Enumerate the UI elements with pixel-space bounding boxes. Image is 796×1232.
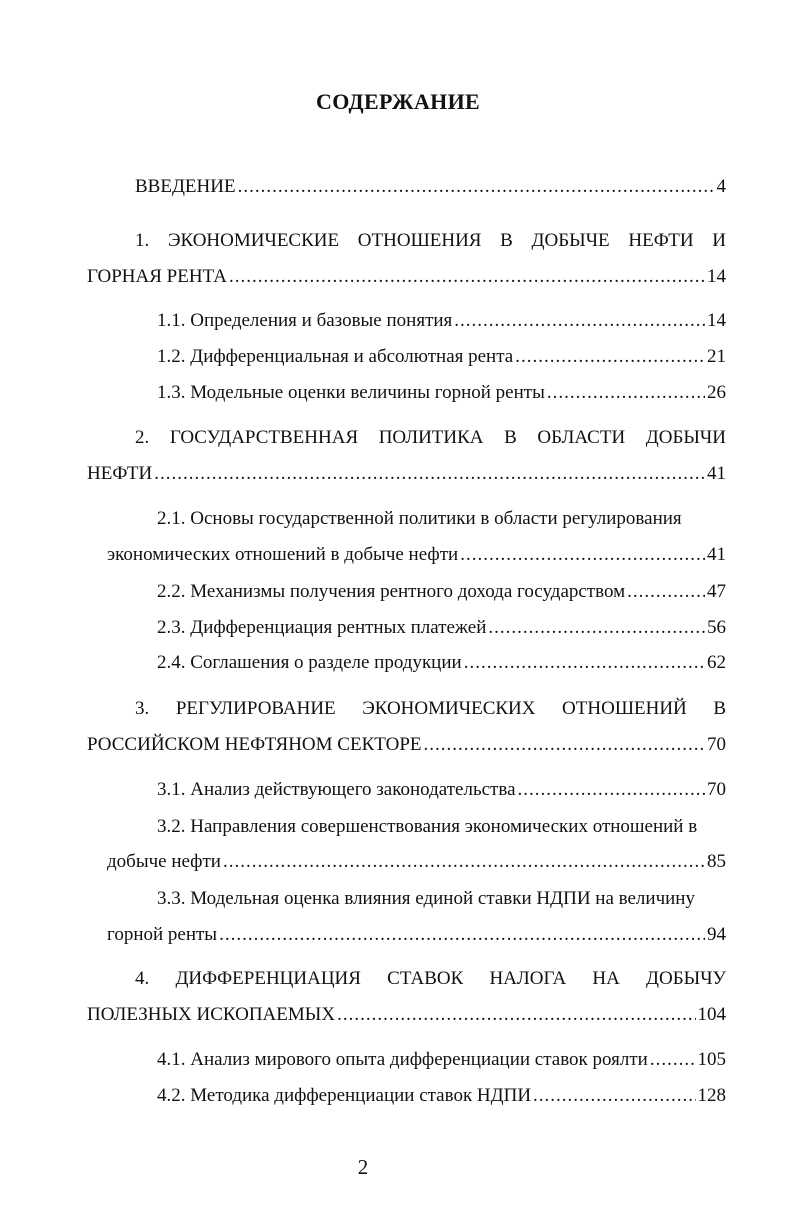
toc-entry-page: 21 xyxy=(707,346,726,367)
toc-entry-title-line1[interactable]: 1. ЭКОНОМИЧЕСКИЕ ОТНОШЕНИЯ В ДОБЫЧЕ НЕФТИ И xyxy=(135,230,726,251)
toc-entry-page: 94 xyxy=(707,924,726,945)
toc-entry[interactable] xyxy=(87,733,726,757)
toc-entry[interactable] xyxy=(107,923,726,947)
dot-leader xyxy=(337,1003,695,1027)
toc-entry-page: 85 xyxy=(707,851,726,872)
toc-entry[interactable] xyxy=(157,1048,726,1072)
toc-entry-title-line1[interactable]: 3. РЕГУЛИРОВАНИЕ ЭКОНОМИЧЕСКИХ ОТНОШЕНИЙ В xyxy=(135,698,726,719)
dot-leader xyxy=(424,733,706,757)
dot-leader xyxy=(154,462,705,486)
toc-entry-page: 70 xyxy=(707,779,726,800)
toc-entry-page: 70 xyxy=(707,734,726,755)
toc-entry[interactable] xyxy=(157,580,726,604)
toc-entry-title: 1.2. Дифференциальная и абсолютная рента xyxy=(157,346,514,367)
dot-leader xyxy=(229,265,705,289)
toc-entry-page: 41 xyxy=(707,463,726,484)
toc-entry-title: 4.1. Анализ мирового опыта дифференциации ставок роялти xyxy=(157,1049,648,1070)
toc-entry-title: РОССИЙСКОМ НЕФТЯНОМ СЕКТОРЕ xyxy=(87,734,422,755)
toc-entry-title: 1.1. Определения и базовые понятия xyxy=(157,310,453,331)
toc-entry-title: ГОРНАЯ РЕНТА xyxy=(87,266,227,287)
toc-entry-title: экономических отношений в добыче нефти xyxy=(107,544,459,565)
toc-entry-title-line1[interactable]: 2.1. Основы государственной политики в области регулирования xyxy=(157,508,682,529)
toc-entry-page: 104 xyxy=(697,1004,726,1025)
toc-entry-page: 14 xyxy=(707,310,726,331)
dot-leader xyxy=(518,778,705,802)
toc-entry-page: 128 xyxy=(697,1085,726,1106)
toc-entry-title-line1[interactable]: 4. ДИФФЕРЕНЦИАЦИЯ СТАВОК НАЛОГА НА ДОБЫЧУ xyxy=(135,968,726,989)
dot-leader xyxy=(454,309,705,333)
dot-leader xyxy=(547,381,705,405)
dot-leader xyxy=(650,1048,696,1072)
toc-entry[interactable] xyxy=(87,1003,726,1027)
toc-entry-page: 105 xyxy=(697,1049,726,1070)
toc-entry-title-line1[interactable]: 3.2. Направления совершенствования экономических отношений в xyxy=(157,816,698,837)
toc-entry-page: 41 xyxy=(707,544,726,565)
toc-entry[interactable] xyxy=(87,265,726,289)
toc-entry[interactable] xyxy=(157,1084,726,1108)
toc-entry-page: 56 xyxy=(707,617,726,638)
toc-entry-page: 62 xyxy=(707,652,726,673)
dot-leader xyxy=(460,543,705,567)
dot-leader xyxy=(464,651,705,675)
toc-entry[interactable] xyxy=(157,381,726,405)
toc-entry[interactable] xyxy=(157,309,726,333)
dot-leader xyxy=(515,345,705,369)
toc-entry-title: 2.4. Соглашения о разделе продукции xyxy=(157,652,462,673)
dot-leader xyxy=(238,175,715,199)
toc-entry-title: 1.3. Модельные оценки величины горной ренты xyxy=(157,382,545,403)
toc-entry-title-line1[interactable]: 2. ГОСУДАРСТВЕННАЯ ПОЛИТИКА В ОБЛАСТИ ДОБЫЧИ xyxy=(135,427,726,448)
toc-entry-title: ВВЕДЕНИЕ xyxy=(135,176,236,197)
toc-entry-title: 2.2. Механизмы получения рентного дохода государством xyxy=(157,581,626,602)
page-title: СОДЕРЖАНИЕ xyxy=(316,89,480,114)
toc-entry[interactable] xyxy=(157,345,726,369)
toc-entry-title: горной ренты xyxy=(107,924,218,945)
toc-entry-title: 3.1. Анализ действующего законодательства xyxy=(157,779,516,800)
dot-leader xyxy=(627,580,705,604)
toc-entry-title: ПОЛЕЗНЫХ ИСКОПАЕМЫХ xyxy=(87,1004,336,1025)
toc-entry[interactable] xyxy=(157,616,726,640)
toc-entry[interactable] xyxy=(135,175,726,199)
toc-entry-title: НЕФТИ xyxy=(87,463,153,484)
dot-leader xyxy=(219,923,705,947)
dot-leader xyxy=(223,850,705,874)
toc-entry-page: 47 xyxy=(707,581,726,602)
toc-entry-page: 14 xyxy=(707,266,726,287)
page-number: 2 xyxy=(357,1155,369,1179)
toc-entry-title: 4.2. Методика дифференциации ставок НДПИ xyxy=(157,1085,532,1106)
toc-entry-page: 4 xyxy=(716,176,726,197)
toc-entry[interactable] xyxy=(157,778,726,802)
toc-entry-title: добыче нефти xyxy=(107,851,221,872)
toc-entry[interactable] xyxy=(107,850,726,874)
toc-entry[interactable] xyxy=(87,462,726,486)
dot-leader xyxy=(533,1084,695,1108)
toc-entry[interactable] xyxy=(157,651,726,675)
toc-entry-page: 26 xyxy=(707,382,726,403)
toc-entry-title-line1[interactable]: 3.3. Модельная оценка влияния единой ставки НДПИ на величину xyxy=(157,888,695,909)
dot-leader xyxy=(488,616,705,640)
toc-entry-title: 2.3. Дифференциация рентных платежей xyxy=(157,617,487,638)
toc-entry[interactable] xyxy=(107,543,726,567)
